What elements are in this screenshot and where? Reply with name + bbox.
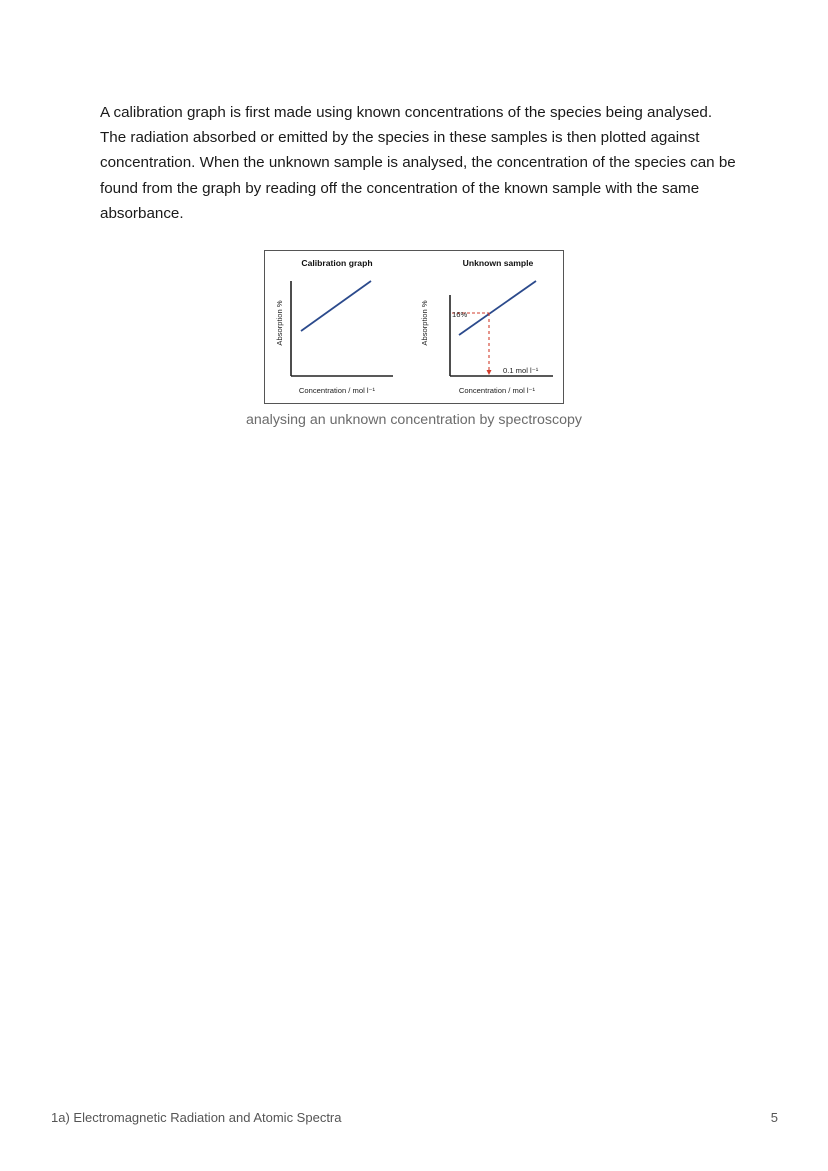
spectroscopy-figure (264, 250, 564, 404)
figure-caption: analysing an unknown concentration by spectroscopy (246, 412, 582, 428)
figure-graphic (265, 251, 565, 405)
y-marker-label: 16% (452, 310, 468, 319)
arrow-down-icon (487, 370, 492, 375)
body-paragraph: A calibration graph is first made using known concentrations of the species being analysed. The radiation absorbed or emitted by the species in these samples is then plotted against concentration. When the unknown sample is analysed, the concentration of the species can be found from the graph by reading off the concentration of the known sample with the same absorbance. (100, 104, 736, 222)
left-calibration-line (301, 281, 371, 331)
right-sample-line (459, 281, 536, 335)
left-panel-xlabel: Concentration / mol l⁻¹ (298, 386, 376, 395)
footer-page-number: 5 (770, 1110, 778, 1125)
left-panel-title: Calibration graph (301, 258, 373, 268)
footer-section-title: 1a) Electromagnetic Radiation and Atomic Spectra (51, 1110, 342, 1125)
left-panel-ylabel: Absorption % (275, 300, 284, 346)
x-marker-label: 0.1 mol l⁻¹ (503, 366, 539, 375)
right-panel-title: Unknown sample (462, 258, 534, 268)
right-panel-xlabel: Concentration / mol l⁻¹ (458, 386, 536, 395)
right-panel-ylabel: Absorption % (420, 300, 429, 346)
